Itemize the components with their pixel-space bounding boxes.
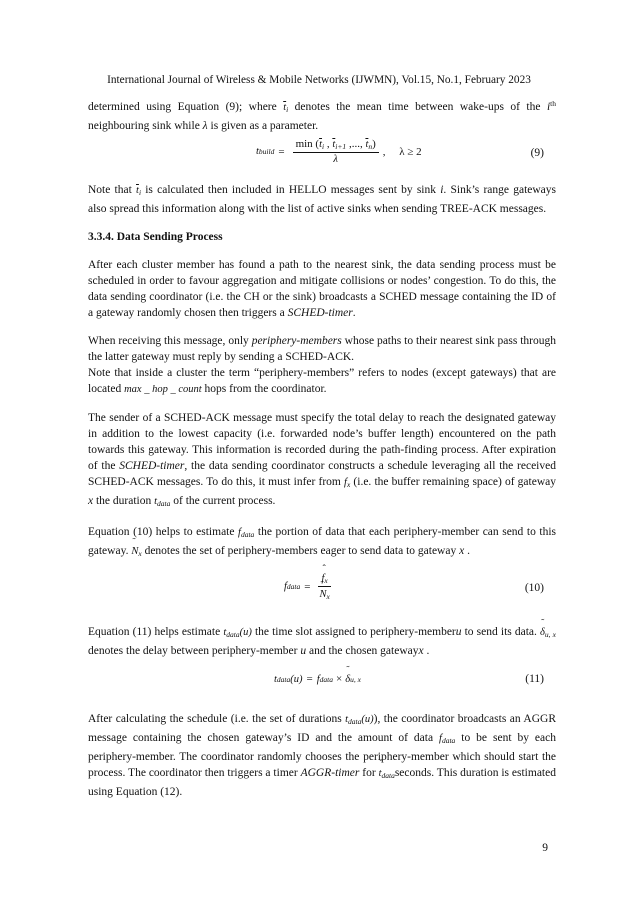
paragraph-periphery-note: Note that inside a cluster the term “periphery-members” refers to nodes (except gateways) that are located max _ hop _ count hops from the coordinator. [88,367,556,395]
paragraph-scheduling: After each cluster member has found a path to the nearest sink, the data sending process must be scheduled in order to favour aggregation and mitigate collisions or nodes’ congestion. To do this, the data sending coordinator (i.e. the CH or the sink) broadcasts a SCHED message containing the ID of a gateway randomly chosen then triggers a SCHED-timer. [88,259,556,319]
equation-10: f data = ˆ $f_x$ ˜ $N_x$ (10) [88,562,556,616]
running-head: International Journal of Wireless & Mobile Networks (IJWMN), Vol.15, No.1, February 2023 [107,74,531,86]
equation-number-10: (10) [524,582,544,594]
equation-number-11: (11) [525,673,544,685]
paragraph-equation-10: Equation (10) helps to estimate $f_{data}$ the portion of data that each periphery-member can send to this gateway. ˜ $N_x$ denotes the set of periphery-members eager to send data to gateway x . [88,524,556,562]
paragraph-equation-11: Equation (11) helps estimate $t_{data}(u)$ the time slot assigned to periphery-memberu to send its data. ˜ $\delta_{u, x}$ denotes the delay between periphery-member u and the chosen gatewayx . [88,624,556,659]
paragraph-intro: determined using Equation (9); where $\overline{t}_i$ denotes the mean time between wake-ups of the $i^{th}$ neighbouring sink while λ is given as a parameter. [88,99,556,132]
section-heading: 3.3.4. Data Sending Process [88,231,223,243]
paragraph-sched-ack: The sender of a SCHED-ACK message must specify the total delay to reach the designated gateway in addition to the lowest capacity (i.e. forwarded node’s buffer length) encountered on the path towards this gateway. This information is recorded during the path-finding process. After expiration of the SCHED-timer, the data sending coordinator constructs a schedule leveraging all the received SCHED-ACK messages. To do this, it must infer from ˆ $f_x$ (i.e. the buffer remaining space) of gateway x the duration $t_{data}$ of the current process. [88,410,556,512]
paragraph-periphery: When receiving this message, only periphery-members whose paths to their nearest sink pass through the latter gateway must reply by sending a SCHED-ACK. [88,335,557,363]
page-number: 9 [542,842,548,854]
paragraph-note-hello: Note that $\overline{t}_i$ is calculated then included in HELLO messages sent by sink i. Sink’s range gateways also spread this information along with the list of active sinks when sending TREE-ACK messages. [88,184,556,215]
equation-number-9: (9) [530,147,544,159]
page-body [88,96,556,800]
equation-11: t data (u) = f data × ˜ δ u, x (11) [88,659,556,699]
paragraph-aggr: After calculating the schedule (i.e. the set of durations $t_{data}(u)$), the coordinator broadcasts an AGGR message containing the chosen gateway’s ID and the amount of data $f_{data}$ to be sent by each periphery-member. The coordinator randomly chooses the periphery-member which should start the process. The coordinator then triggers a timer AGGR-timer for ˆ $t_{data}seconds$. This duration is estimated using Equation (12). [88,711,556,800]
equation-9: t build = $\frac{\min (\overline{t}_i , \overline{t}_{i+1} ,..., \overline{t}_n)}{\lambda}$ , λ ≥ 2 (9) [256,138,544,165]
